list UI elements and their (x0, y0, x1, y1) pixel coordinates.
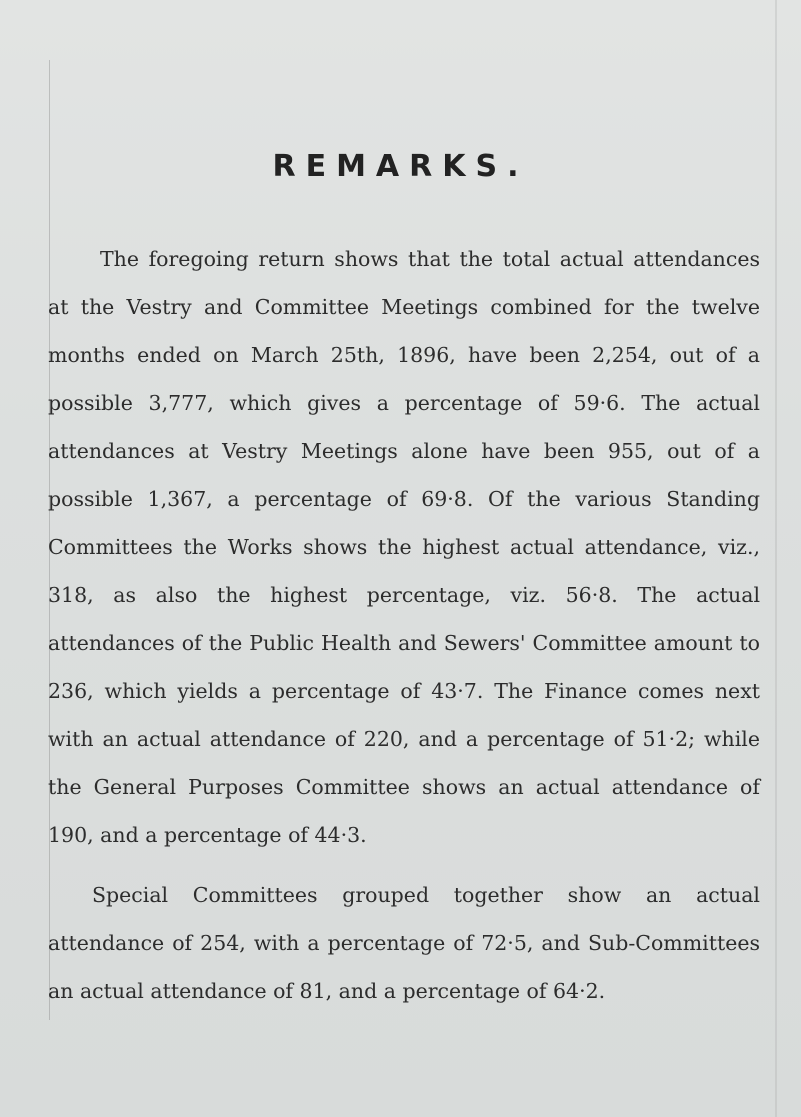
paragraph-attendance-summary: The foregoing return shows that the total actual attendances at the Vestry and Committee Meetings combined for the twelve months ended on March 25th, 1896, have been 2,254, out of a possible 3,777, which gives a percentage of 59·6. The actual attendances at Vestry Meetings alone have been 955, out of a possible 1,367, a percentage of 69·8. Of the various Standing Committees the Works shows the highest actual attendance, viz., 318, as also the highest percentage, viz. 56·8. The actual attendances of the Public Health and Sewers' Committee amount to 236, which yields a percentage of 43·7. The Finance comes next with an actual attendance of 220, and a percentage of 51·2; while the General Purposes Committee shows an actual attendance of 190, and a percentage of 44·3. (48, 247, 760, 847)
document-heading: REMARKS. (272, 149, 529, 184)
paragraph-special-committees: Special Committees grouped together show an actual attendance of 254, with a percentage of 72·5, and Sub-Committees an actual attendance of 81, and a percentage of 64·2. (48, 883, 760, 1003)
